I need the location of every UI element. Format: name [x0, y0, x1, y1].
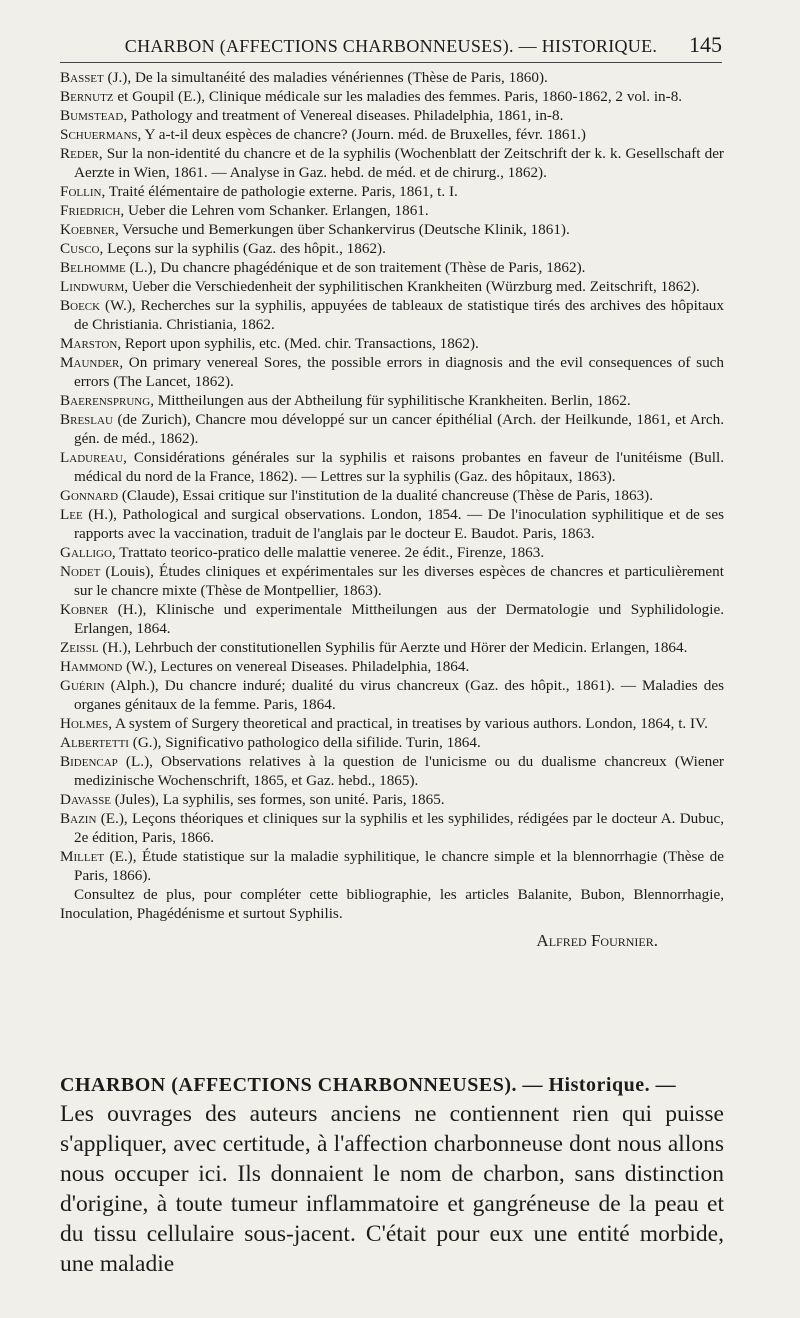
entry-author: Schuermans: [60, 126, 138, 143]
author-signature: Alfred Fournier.: [536, 931, 658, 950]
bibliography-entry: [60, 334, 724, 353]
entry-text: (E.), Étude statistique sur la maladie syphilitique, le chancre simple et la blennorrhagie (Thèse de Paris, 1866).: [74, 848, 724, 884]
entry-author: Nodet: [60, 563, 101, 580]
entry-text: , A system of Surgery theoretical and practical, in treatises by various authors. London, 1864, t. IV.: [108, 715, 708, 732]
bibliography-entry: [60, 391, 724, 410]
entry-text: , Y a-t-il deux espèces de chancre? (Journ. méd. de Bruxelles, févr. 1861.): [137, 126, 586, 143]
running-title: CHARBON (AFFECTIONS CHARBONNEUSES). — HISTORIQUE.: [124, 36, 658, 56]
bibliography-entry: [60, 733, 724, 752]
entry-text: , Considérations générales sur la syphilis et raisons probantes en faveur de l'unitéisme (Bull. médical du nord de la France, 1862). — Lettres sur la syphilis (Gaz. des hôpitaux, 1863).: [74, 449, 724, 485]
entry-text: (E.), Leçons théoriques et cliniques sur la syphilis et les syphilides, rédigées par le docteur A. Dubuc, 2e édition, Paris, 1866.: [74, 810, 724, 846]
bibliography-entry: [60, 106, 724, 125]
entry-text: , Versuche und Bemerkungen über Schankervirus (Deutsche Klinik, 1861).: [114, 221, 570, 238]
entry-author: Maunder: [60, 354, 120, 371]
bibliography-entry: [60, 638, 724, 657]
entry-text: , On primary venereal Sores, the possible errors in diagnosis and the evil consequences of such errors (The Lancet, 1862).: [74, 354, 724, 390]
entry-text: , Ueber die Verschiedenheit der syphilitischen Krankheiten (Würzburg med. Zeitschrift, 1862).: [124, 278, 700, 295]
bibliography-entry: [60, 182, 724, 201]
entry-author: Zeissl: [60, 639, 99, 656]
entry-text: , Report upon syphilis, etc. (Med. chir. Transactions, 1862).: [117, 335, 479, 352]
entry-text: , Traité élémentaire de pathologie externe. Paris, 1861, t. I.: [101, 183, 458, 200]
entry-text: (W.), Lectures on venereal Diseases. Philadelphia, 1864.: [122, 658, 470, 675]
entry-text: (G.), Significativo pathologico della sifilide. Turin, 1864.: [128, 734, 481, 751]
entry-author: Baerensprung: [60, 392, 151, 409]
entry-text: (Louis), Études cliniques et expérimentales sur les diverses espèces de chancres et particulièrement sur le chancre mixte (Thèse de Montpellier, 1863).: [74, 563, 724, 599]
entry-author: Holmes: [60, 715, 109, 732]
entry-author: Gonnard: [60, 487, 119, 504]
entry-author: Boeck: [60, 297, 101, 314]
entry-author: Lindwurm: [60, 278, 125, 295]
entry-text: (W.), Recherches sur la syphilis, appuyées de tableaux de statistique tirés des archives des hôpitaux de Christiania. Christiania, 1862.: [74, 297, 724, 333]
entry-author: Bumstead: [60, 107, 124, 124]
entry-text: , Mittheilungen aus der Abtheilung für syphilitische Krankheiten. Berlin, 1862.: [150, 392, 631, 409]
entry-text: (H.), Pathological and surgical observations. London, 1854. — De l'inoculation syphilitique et de ses rapports avec la vaccination, traduit de l'anglais par le docteur E. Baudot. Paris, 1863.: [74, 506, 724, 542]
entry-author: Bazin: [60, 810, 97, 827]
bibliography-entry: [60, 543, 724, 562]
entry-author: Breslau: [60, 411, 113, 428]
entry-text: (Claude), Essai critique sur l'institution de la dualité chancreuse (Thèse de Paris, 1863).: [118, 487, 654, 504]
bibliography-list: [60, 68, 724, 951]
section-body: Les ouvrages des auteurs anciens ne contiennent rien qui puisse s'appliquer, avec certitude, à l'affection charbonneuse dont nous allons nous occuper ici. Ils donnaient le nom de charbon, sans distinction d'origine, à toute tumeur inflammatoire et gangréneuse de la peau et du tissu cellulaire sous-jacent. C'était pour eux une entité morbide, une maladie: [60, 1101, 724, 1277]
entry-author: Belhomme: [60, 259, 126, 276]
bibliography-entry: [60, 144, 724, 182]
entry-author: Millet: [60, 848, 105, 865]
bibliography-entry: [60, 239, 724, 258]
entry-text: et Goupil (E.), Clinique médicale sur les maladies des femmes. Paris, 1860-1862, 2 vol. in-8.: [113, 88, 683, 105]
entry-author: Friedrich: [60, 202, 121, 219]
entry-author: Albertetti: [60, 734, 129, 751]
entry-text: , Pathology and treatment of Venereal diseases. Philadelphia, 1861, in-8.: [123, 107, 564, 124]
entry-text: (H.), Lehrbuch der constitutionellen Syphilis für Aerzte und Hörer der Medicin. Erlangen, 1864.: [98, 639, 688, 656]
bibliography-entry: [60, 353, 724, 391]
bibliography-entry: [60, 87, 724, 106]
bibliography-entry: [60, 296, 724, 334]
bibliography-entries: [60, 68, 724, 885]
bibliography-entry: [60, 68, 724, 87]
entry-author: Koebner: [60, 221, 115, 238]
entry-text: (de Zurich), Chancre mou développé sur un cancer épithélial (Arch. der Heilkunde, 1861, et Arch. gén. de méd., 1862).: [74, 411, 724, 447]
entry-author: Cusco: [60, 240, 100, 257]
entry-text: , Ueber die Lehren vom Schanker. Erlangen, 1861.: [120, 202, 429, 219]
bibliography-entry: [60, 201, 724, 220]
bibliography-entry: [60, 714, 724, 733]
page-number: 145: [689, 32, 722, 57]
bibliography-entry: [60, 220, 724, 239]
bibliography-entry: [60, 448, 724, 486]
bibliography-entry: [60, 752, 724, 790]
bibliography-entry: [60, 809, 724, 847]
entry-text: (L.), Observations relatives à la question de l'unicisme ou du dualisme chancreux (Wiener medizinische Wochenschrift, 1865, et Gaz. hebd., 1865).: [74, 753, 724, 789]
entry-author: Follin: [60, 183, 102, 200]
bibliography-entry: [60, 258, 724, 277]
entry-text: (L.), Du chancre phagédénique et de son traitement (Thèse de Paris, 1862).: [125, 259, 586, 276]
entry-text: , Sur la non-identité du chancre et de la syphilis (Wochenblatt der Zeitschrift der k. k. Gesellschaft der Aerzte in Wien, 1861. — Analyse in Gaz. hebd. de méd. et de chirurg., 1862).: [74, 145, 724, 181]
entry-text: (J.), De la simultanéité des maladies vénériennes (Thèse de Paris, 1860).: [103, 69, 548, 86]
bibliography-entry: [60, 676, 724, 714]
entry-author: Marston: [60, 335, 118, 352]
section-title: CHARBON (AFFECTIONS CHARBONNEUSES). — Historique. —: [60, 1074, 677, 1096]
bibliography-entry: [60, 847, 724, 885]
bibliography-entry: [60, 486, 724, 505]
bibliography-entry: [60, 657, 724, 676]
running-header: [60, 30, 722, 63]
entry-text: (Jules), La syphilis, ses formes, son unité. Paris, 1865.: [110, 791, 445, 808]
entry-author: Guérin: [60, 677, 105, 694]
entry-author: Reder: [60, 145, 99, 162]
entry-author: Bidencap: [60, 753, 118, 770]
bibliography-entry: [60, 562, 724, 600]
entry-text: , Trattato teorico-pratico delle malattie veneree. 2e édit., Firenze, 1863.: [111, 544, 545, 561]
entry-author: Ladureau: [60, 449, 124, 466]
bibliography-entry: [60, 277, 724, 296]
bibliography-entry: [60, 600, 724, 638]
entry-author: Galligo: [60, 544, 112, 561]
entry-author: Basset: [60, 69, 104, 86]
consult-note: Consultez de plus, pour compléter cette bibliographie, les articles Balanite, Bubon, Blennorrhagie, Inoculation, Phagédénisme et surtout Syphilis.: [60, 886, 724, 922]
entry-author: Kobner: [60, 601, 109, 618]
entry-author: Davasse: [60, 791, 111, 808]
entry-text: (H.), Klinische und experimentale Mittheilungen aus der Dermatologie und Syphilidologie. Erlangen, 1864.: [74, 601, 724, 637]
bibliography-entry: [60, 790, 724, 809]
article-section: [60, 1074, 724, 1279]
entry-text: , Leçons sur la syphilis (Gaz. des hôpit., 1862).: [99, 240, 386, 257]
bibliography-entry: [60, 125, 724, 144]
bibliography-entry: [60, 410, 724, 448]
bibliography-entry: [60, 505, 724, 543]
entry-text: (Alph.), Du chancre induré; dualité du virus chancreux (Gaz. des hôpit., 1861). — Maladies des organes génitaux de la femme. Paris, 1864.: [74, 677, 724, 713]
entry-author: Lee: [60, 506, 83, 523]
entry-author: Bernutz: [60, 88, 114, 105]
entry-author: Hammond: [60, 658, 123, 675]
